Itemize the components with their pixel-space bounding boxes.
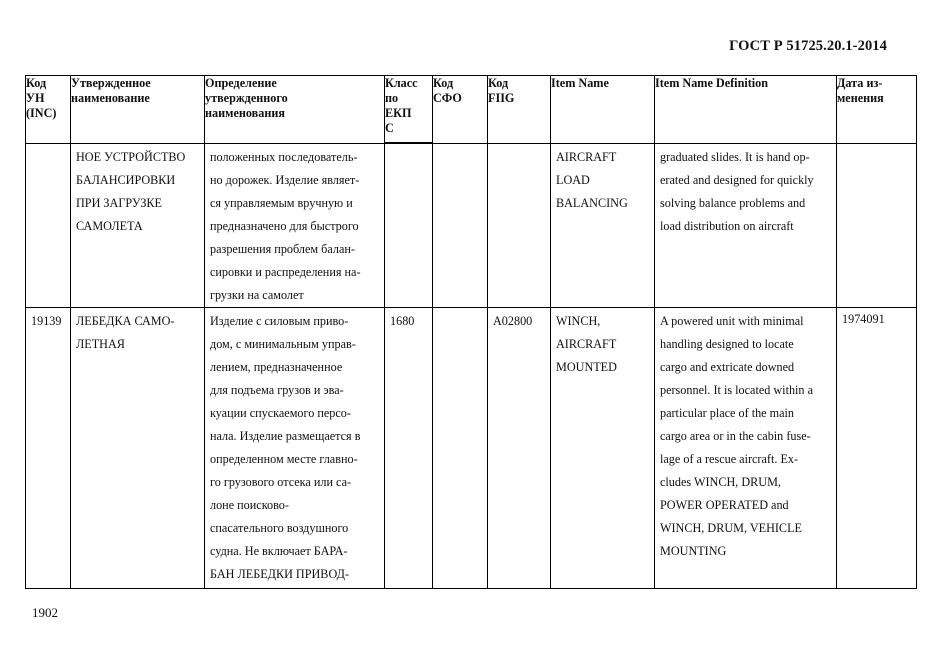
- column-header-inc: Код УН (INC): [26, 76, 71, 144]
- cell-fiig: [488, 143, 551, 307]
- cell-item-name: WINCH, AIRCRAFT MOUNTED: [551, 307, 655, 588]
- column-header-fiig: Код FIIG: [488, 76, 551, 144]
- column-header-item-definition: Item Name Definition: [655, 76, 837, 144]
- page-number: 1902: [32, 605, 58, 620]
- table-row: [26, 143, 917, 307]
- column-header-sfo: Код СФО: [433, 76, 488, 144]
- cell-class: 1680: [385, 307, 433, 588]
- cell-change-date: 1974091: [837, 307, 917, 588]
- cell-inc: 19139: [26, 307, 71, 588]
- cell-sfo: [433, 143, 488, 307]
- cell-sfo: [433, 307, 488, 588]
- column-header-approved-name: Утвержденное наименование: [71, 76, 205, 144]
- column-header-item-name: Item Name: [551, 76, 655, 144]
- cell-fiig: A02800: [488, 307, 551, 588]
- cell-item-definition: graduated slides. It is hand op- erated and designed for quickly solving balance problems and load distribution on aircraft: [655, 143, 837, 307]
- column-header-definition: Определение утвержденного наименования: [205, 76, 385, 144]
- cell-change-date: [837, 143, 917, 307]
- cell-inc: [26, 143, 71, 307]
- cell-item-definition: A powered unit with minimal handling designed to locate cargo and extricate downed personnel. It is located within a particular place of the main cargo area or in the cabin fuse- lage of a rescue aircraft. Ex- cludes WINCH, DRUM, POWER OPERATED and WINCH, DRUM, VEHICLE MOUNTING: [655, 307, 837, 588]
- cell-item-name: AIRCRAFT LOAD BALANCING: [551, 143, 655, 307]
- cell-approved-name: НОЕ УСТРОЙСТВО БАЛАНСИРОВКИ ПРИ ЗАГРУЗКЕ САМОЛЕТА: [71, 143, 205, 307]
- document-standard-header: ГОСТ Р 51725.20.1-2014: [729, 38, 887, 54]
- table-row: [26, 307, 917, 588]
- cell-definition: положенных последователь- но дорожек. Изделие являет- ся управляемым вручную и предназначено для быстрого разрешения проблем балан- сировки и распределения на- грузки на самолет: [205, 143, 385, 307]
- cell-class: [385, 143, 433, 307]
- column-header-change-date: Дата из- менения: [837, 76, 917, 144]
- cell-approved-name: ЛЕБЕДКА САМО- ЛЕТНАЯ: [71, 307, 205, 588]
- table-header-row: [26, 76, 917, 144]
- catalog-table: [25, 75, 917, 589]
- column-header-class: Класс по ЕКП С: [385, 76, 433, 144]
- cell-definition: Изделие с силовым приво- дом, с минимальным управ- лением, предназначенное для подъема грузов и эва- куации спускаемого персо- нала. Изделие размещается в определенном месте главно- го грузового отсека или са- лоне поисково- спасательного воздушного судна. Не включает БАРА- БАН ЛЕБЕДКИ ПРИВОД-: [205, 307, 385, 588]
